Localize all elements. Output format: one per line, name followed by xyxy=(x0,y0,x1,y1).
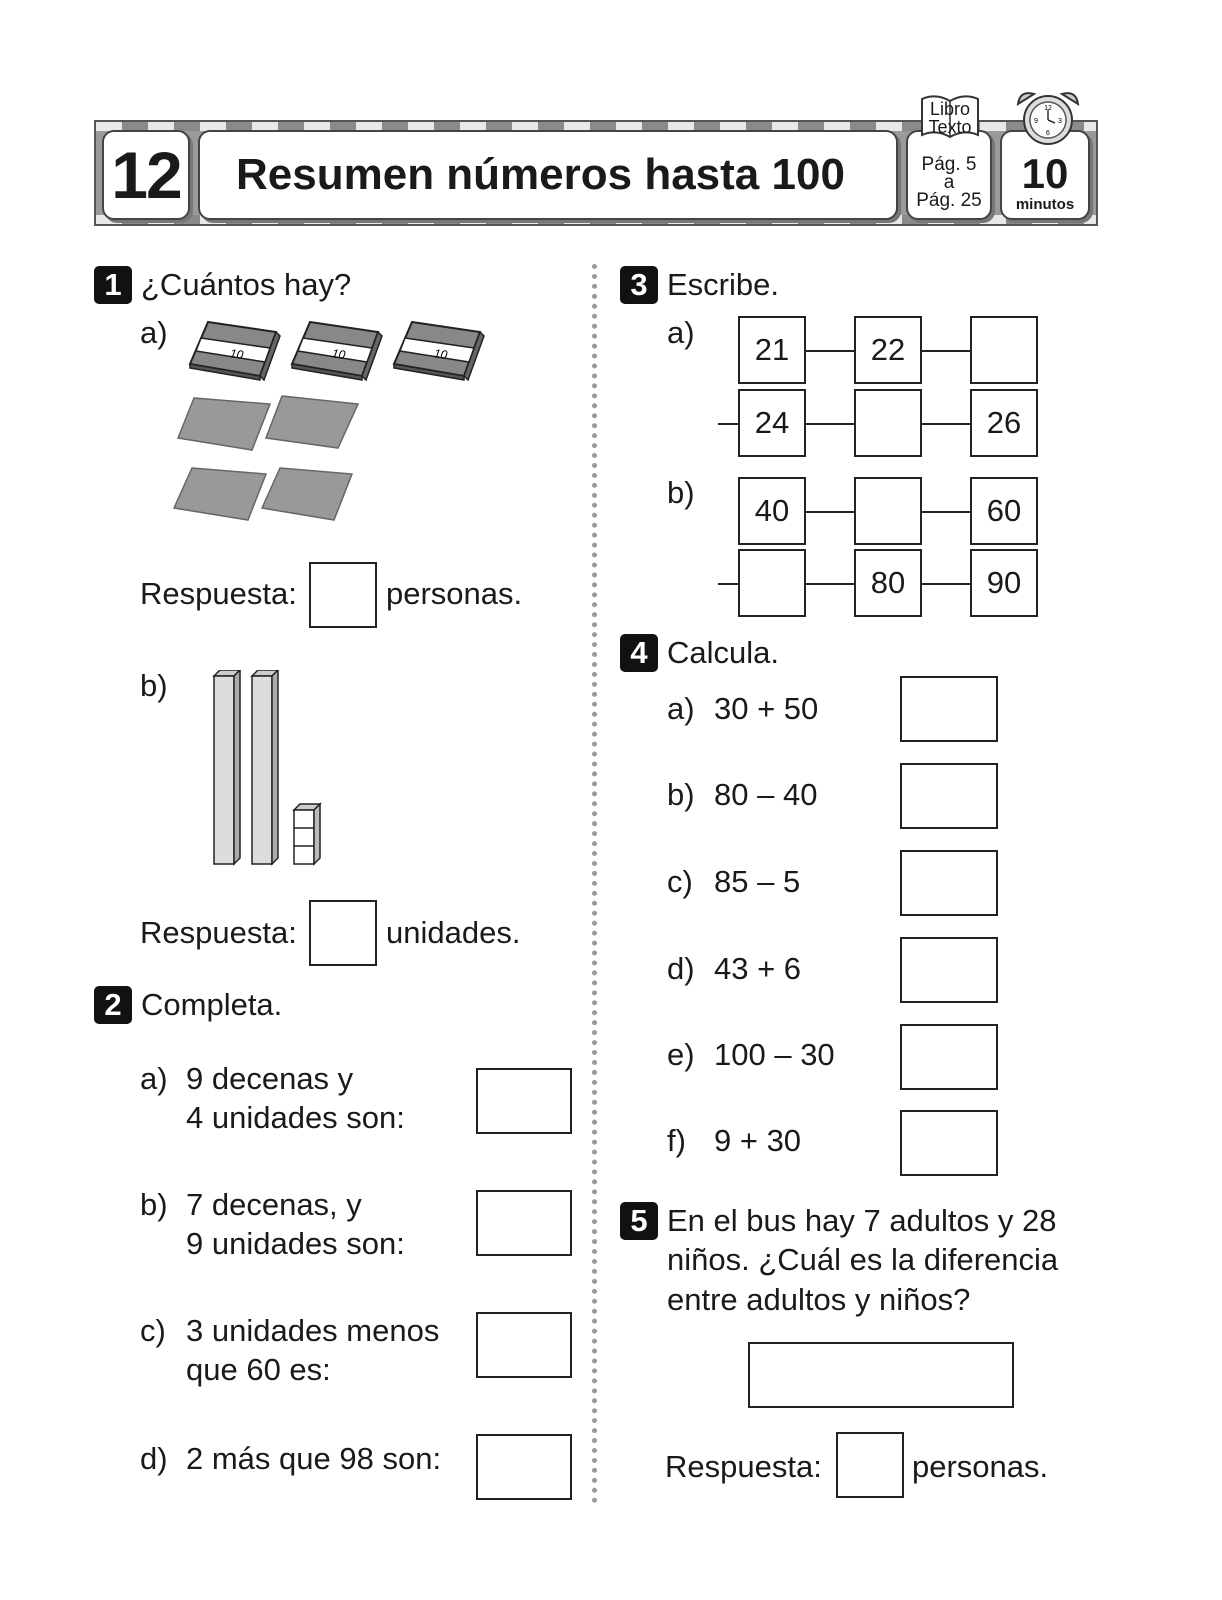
q1b-answer-prefix: Respuesta: xyxy=(140,915,297,950)
page-separator: a xyxy=(943,172,955,193)
unit-cubes-icon xyxy=(294,804,320,864)
q4a-expr: 30 + 50 xyxy=(714,691,819,726)
page-range xyxy=(906,130,992,220)
connector-line xyxy=(922,350,972,352)
connector-line xyxy=(806,583,856,585)
q4f-expr: 9 + 30 xyxy=(714,1123,802,1158)
book-label-line2: Texto xyxy=(928,117,972,137)
q1-number: 1 xyxy=(94,266,132,304)
q4a-label: a) xyxy=(667,691,695,726)
ten-pack-label: 10 xyxy=(432,346,449,363)
q2d-answer-box[interactable] xyxy=(476,1434,572,1500)
q5-line2: niños. ¿Cuál es la diferencia xyxy=(667,1242,1059,1277)
q3b-r1-box3: 60 xyxy=(970,477,1038,545)
connector-line xyxy=(922,423,972,425)
q3a-r2-box1: 24 xyxy=(738,389,806,457)
q2c-line1: 3 unidades menos xyxy=(186,1313,440,1348)
q3a-r2-box3: 26 xyxy=(970,389,1038,457)
svg-text:12: 12 xyxy=(1044,105,1052,112)
ten-pack-icon xyxy=(292,322,382,380)
q4b-label: b) xyxy=(667,777,695,812)
q3b-r2-box2: 80 xyxy=(854,549,922,617)
q4a-answer-box[interactable] xyxy=(900,676,998,742)
q4e-answer-box[interactable] xyxy=(900,1024,998,1090)
q5-answer-suffix: personas. xyxy=(912,1449,1049,1484)
ten-rod-icon xyxy=(214,670,240,864)
q4d-label: d) xyxy=(667,951,695,986)
q3-title: Escribe. xyxy=(667,267,779,302)
sheet-icon xyxy=(178,398,270,450)
q3b-r1-box2[interactable] xyxy=(854,477,922,545)
q4-number: 4 xyxy=(620,634,658,672)
q1a-label: a) xyxy=(140,315,168,350)
column-divider xyxy=(592,264,597,1504)
connector-line xyxy=(806,423,856,425)
sheet-icon xyxy=(174,468,266,520)
svg-text:3: 3 xyxy=(1058,118,1062,125)
connector-line xyxy=(718,423,740,425)
connector-line xyxy=(806,350,856,352)
q4c-expr: 85 – 5 xyxy=(714,864,801,899)
q2c-answer-box[interactable] xyxy=(476,1312,572,1378)
q2-number: 2 xyxy=(94,986,132,1024)
q3a-r2-box2[interactable] xyxy=(854,389,922,457)
q2d-label: d) xyxy=(140,1441,168,1476)
q1a-answer-suffix: personas. xyxy=(386,576,523,611)
q4f-answer-box[interactable] xyxy=(900,1110,998,1176)
q4b-expr: 80 – 40 xyxy=(714,777,818,812)
q3a-r1-box1: 21 xyxy=(738,316,806,384)
base-ten-blocks-illustration xyxy=(210,670,330,870)
q5-answer-prefix: Respuesta: xyxy=(665,1449,822,1484)
q4e-expr: 100 – 30 xyxy=(714,1037,835,1072)
q3b-r2-box3: 90 xyxy=(970,549,1038,617)
q3b-r1-box1: 40 xyxy=(738,477,806,545)
q3-number: 3 xyxy=(620,266,658,304)
sheet-icon xyxy=(262,468,352,520)
q1a-answer-prefix: Respuesta: xyxy=(140,576,297,611)
q5-line3: entre adultos y niños? xyxy=(667,1282,971,1317)
q4e-label: e) xyxy=(667,1037,695,1072)
q1b-label: b) xyxy=(140,668,168,703)
connector-line xyxy=(922,583,972,585)
ten-pack-icon xyxy=(394,322,484,380)
connector-line xyxy=(806,511,856,513)
q2d-line1: 2 más que 98 son: xyxy=(186,1441,442,1476)
q2b-line2: 9 unidades son: xyxy=(186,1226,405,1261)
q2-title: Completa. xyxy=(141,987,283,1022)
ten-pack-label: 10 xyxy=(228,346,245,363)
q5-number: 5 xyxy=(620,1202,658,1240)
q4d-expr: 43 + 6 xyxy=(714,951,802,986)
q4b-answer-box[interactable] xyxy=(900,763,998,829)
q1-title: ¿Cuántos hay? xyxy=(141,267,352,302)
alarm-clock-icon xyxy=(1010,88,1086,152)
time-unit: minutos xyxy=(1015,196,1075,213)
svg-text:9: 9 xyxy=(1034,118,1038,125)
ten-pack-icon xyxy=(190,322,280,380)
q4-title: Calcula. xyxy=(667,635,779,670)
book-label-line1: Libro xyxy=(929,99,971,119)
q2a-line1: 9 decenas y xyxy=(186,1061,354,1096)
page-start: Pág. 5 xyxy=(921,154,977,175)
connector-line xyxy=(718,583,740,585)
q5-answer-box[interactable] xyxy=(836,1432,904,1498)
ten-packs-illustration xyxy=(186,318,486,386)
q2a-line2: 4 unidades son: xyxy=(186,1100,405,1135)
worksheet-title: Resumen números hasta 100 xyxy=(198,130,898,220)
q2b-line1: 7 decenas, y xyxy=(186,1187,362,1222)
worksheet-number: 12 xyxy=(102,130,190,220)
q1b-answer-box[interactable] xyxy=(309,900,377,966)
q4c-label: c) xyxy=(667,864,693,899)
q3b-label: b) xyxy=(667,475,695,510)
q4c-answer-box[interactable] xyxy=(900,850,998,916)
q2b-answer-box[interactable] xyxy=(476,1190,572,1256)
q2c-line2: que 60 es: xyxy=(186,1352,331,1387)
q3a-label: a) xyxy=(667,315,695,350)
q3a-r1-box2: 22 xyxy=(854,316,922,384)
page-end: Pág. 25 xyxy=(916,190,982,211)
q5-line1: En el bus hay 7 adultos y 28 xyxy=(667,1203,1057,1238)
svg-text:6: 6 xyxy=(1046,130,1050,137)
q2b-label: b) xyxy=(140,1187,168,1222)
book-label xyxy=(918,100,982,136)
q4d-answer-box[interactable] xyxy=(900,937,998,1003)
q2a-label: a) xyxy=(140,1061,168,1096)
q1b-answer-suffix: unidades. xyxy=(386,915,521,950)
q4f-label: f) xyxy=(667,1123,686,1158)
ten-pack-label: 10 xyxy=(330,346,347,363)
q3b-r2-box1[interactable] xyxy=(738,549,806,617)
ten-rod-icon xyxy=(252,670,278,864)
q1a-answer-box[interactable] xyxy=(309,562,377,628)
connector-line xyxy=(922,511,972,513)
q2a-answer-box[interactable] xyxy=(476,1068,572,1134)
q5-work-box[interactable] xyxy=(748,1342,1014,1408)
q3a-r1-box3[interactable] xyxy=(970,316,1038,384)
sheet-icon xyxy=(266,396,358,448)
time-value: 10 xyxy=(1021,150,1069,197)
loose-sheets-illustration xyxy=(172,394,372,524)
q2c-label: c) xyxy=(140,1313,166,1348)
